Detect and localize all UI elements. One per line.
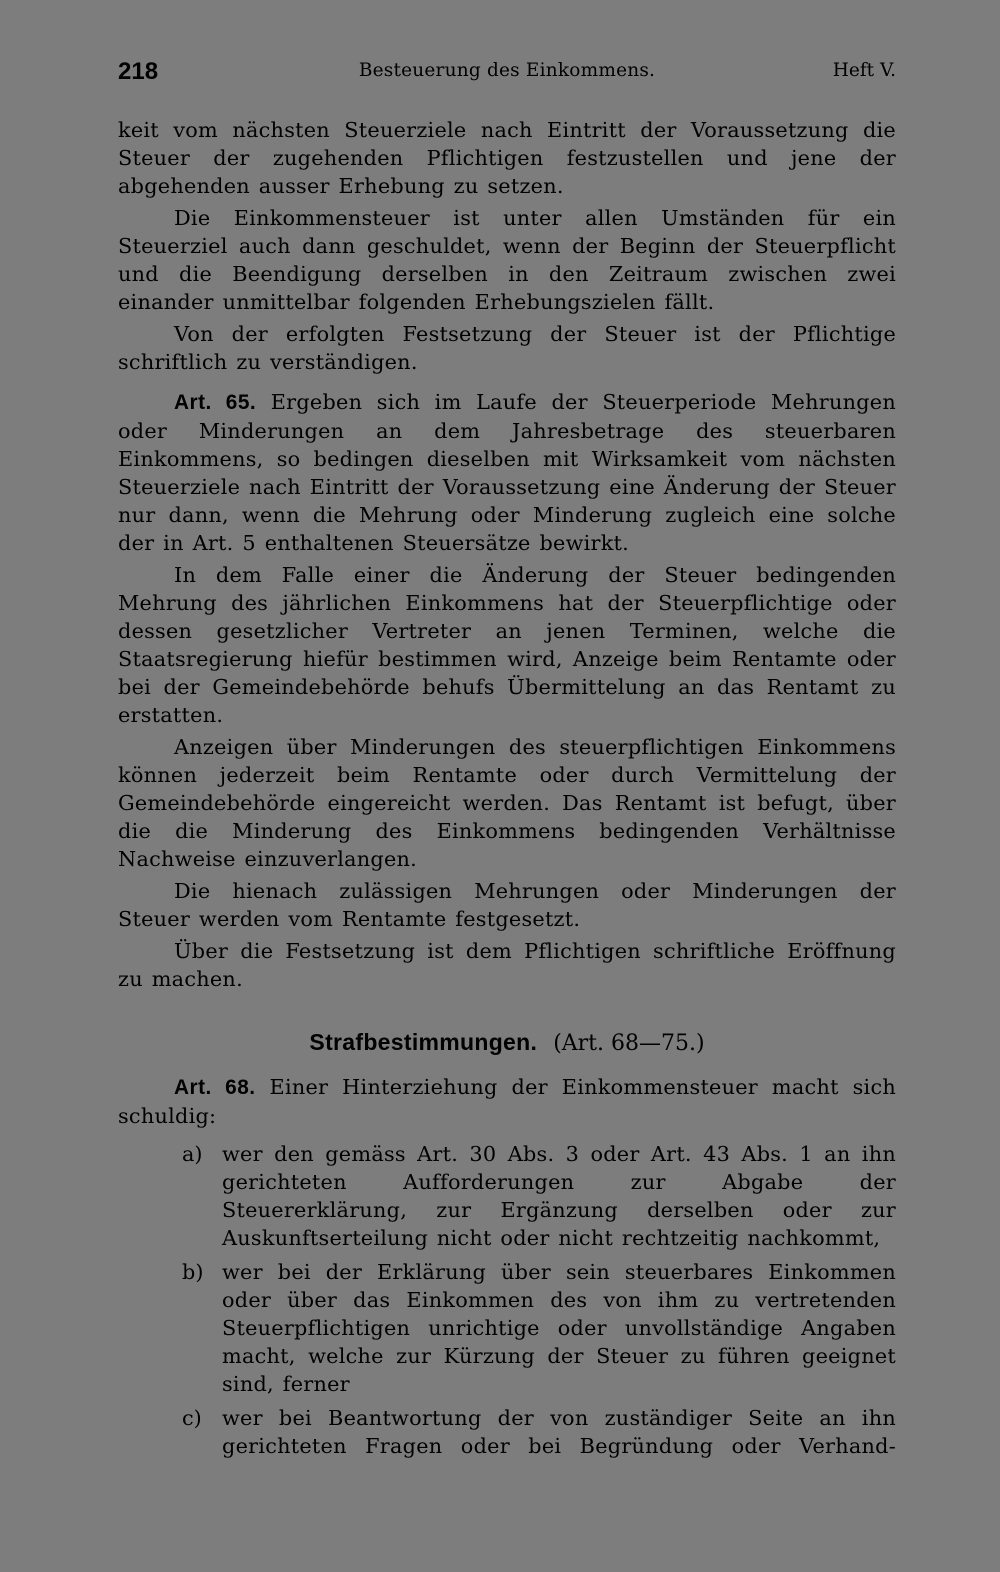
paragraph: In dem Falle einer die Änderung der Steuer bedingenden Mehrung des jährlichen Einkommens hat der Steuerpflichtige oder dessen gesetzlicher Vertreter an jenen Terminen, welche die Staatsregierung hiefür bestimmen wird, Anzeige beim Rentamte oder bei der Gemeindebehörde behufs Übermittelung an das Rentamt zu erstatten. bbox=[118, 563, 896, 727]
paragraph: Die hienach zulässigen Mehrungen oder Minderungen der Steuer werden vom Rentamte festgesetzt. bbox=[118, 879, 896, 931]
running-title: Besteuerung des Einkommens. bbox=[358, 60, 656, 81]
list-item bbox=[118, 1404, 896, 1460]
list-item-text: wer bei der Erklärung über sein steuerbares Einkommen oder über das Einkommen des von ihm zu vertretenden Steuerpflichtigen unrichtige oder unvollständige Angaben macht, welche zur Kürzung der Steuer zu führen geeignet sind, ferner bbox=[222, 1260, 896, 1396]
issue-label: Heft V. bbox=[832, 60, 896, 81]
offense-list bbox=[118, 1140, 896, 1460]
article-68 bbox=[118, 1073, 896, 1130]
article-text: Einer Hinterziehung der Einkommensteuer macht sich schuldig: bbox=[118, 1075, 896, 1128]
paragraph: Von der erfolgten Festsetzung der Steuer ist der Pflichtige schriftlich zu verständigen. bbox=[118, 322, 896, 374]
list-marker: b) bbox=[182, 1260, 204, 1284]
article-65 bbox=[118, 388, 896, 557]
list-marker: c) bbox=[182, 1406, 202, 1430]
list-item-text: wer bei Beantwortung der von zuständiger Seite an ihn gerichteten Fragen oder bei Begründung oder Verhand- bbox=[222, 1406, 896, 1458]
article-text: Ergeben sich im Laufe der Steuerperiode Mehrungen oder Minderungen an dem Jahresbetrage des steuerbaren Einkommens, so bedingen dieselben mit Wirksamkeit vom nächsten Steuerziele nach Eintritt der Voraussetzung eine Änderung der Steuer nur dann, wenn die Mehrung oder Minderung zugleich eine solche der in Art. 5 enthaltenen Steuersätze bewirkt. bbox=[118, 390, 896, 555]
article-label: Art. 65. bbox=[174, 391, 257, 414]
page-header bbox=[118, 56, 896, 92]
section-reference: (Art. 68—75.) bbox=[553, 1031, 705, 1056]
paragraph: Die Einkommensteuer ist unter allen Umständen für ein Steuerziel auch dann geschuldet, wenn der Beginn der Steuerpflicht und die Beendigung derselben in den Zeitraum zwischen zwei einander unmittelbar folgenden Erhebungszielen fällt. bbox=[118, 206, 896, 314]
list-item bbox=[118, 1258, 896, 1398]
list-marker: a) bbox=[182, 1142, 203, 1166]
section-heading bbox=[118, 1027, 896, 1059]
article-label: Art. 68. bbox=[174, 1076, 256, 1099]
page-number: 218 bbox=[118, 58, 159, 85]
list-item bbox=[118, 1140, 896, 1252]
paragraph: Anzeigen über Minderungen des steuerpflichtigen Einkommens können jederzeit beim Rentamte oder durch Vermittelung der Gemeindebehörde eingereicht werden. Das Rentamt ist befugt, über die die Minderung des Einkommens bedingenden Verhältnisse Nachweise einzuverlangen. bbox=[118, 735, 896, 871]
section-title: Strafbestimmungen. bbox=[309, 1029, 538, 1055]
list-item-text: wer den gemäss Art. 30 Abs. 3 oder Art. 43 Abs. 1 an ihn gerichteten Aufforderungen zur Abgabe der Steuererklärung, zur Ergänzung derselben oder zur Auskunftserteilung nicht oder nicht rechtzeitig nachkommt, bbox=[222, 1142, 896, 1250]
paragraph: Über die Festsetzung ist dem Pflichtigen schriftliche Eröffnung zu machen. bbox=[118, 939, 896, 991]
page-body bbox=[118, 116, 896, 1460]
book-page bbox=[118, 56, 896, 1466]
paragraph: keit vom nächsten Steuerziele nach Eintritt der Voraussetzung die Steuer der zugehenden Pflichtigen festzustellen und jene der abgehenden ausser Erhebung zu setzen. bbox=[118, 118, 896, 198]
